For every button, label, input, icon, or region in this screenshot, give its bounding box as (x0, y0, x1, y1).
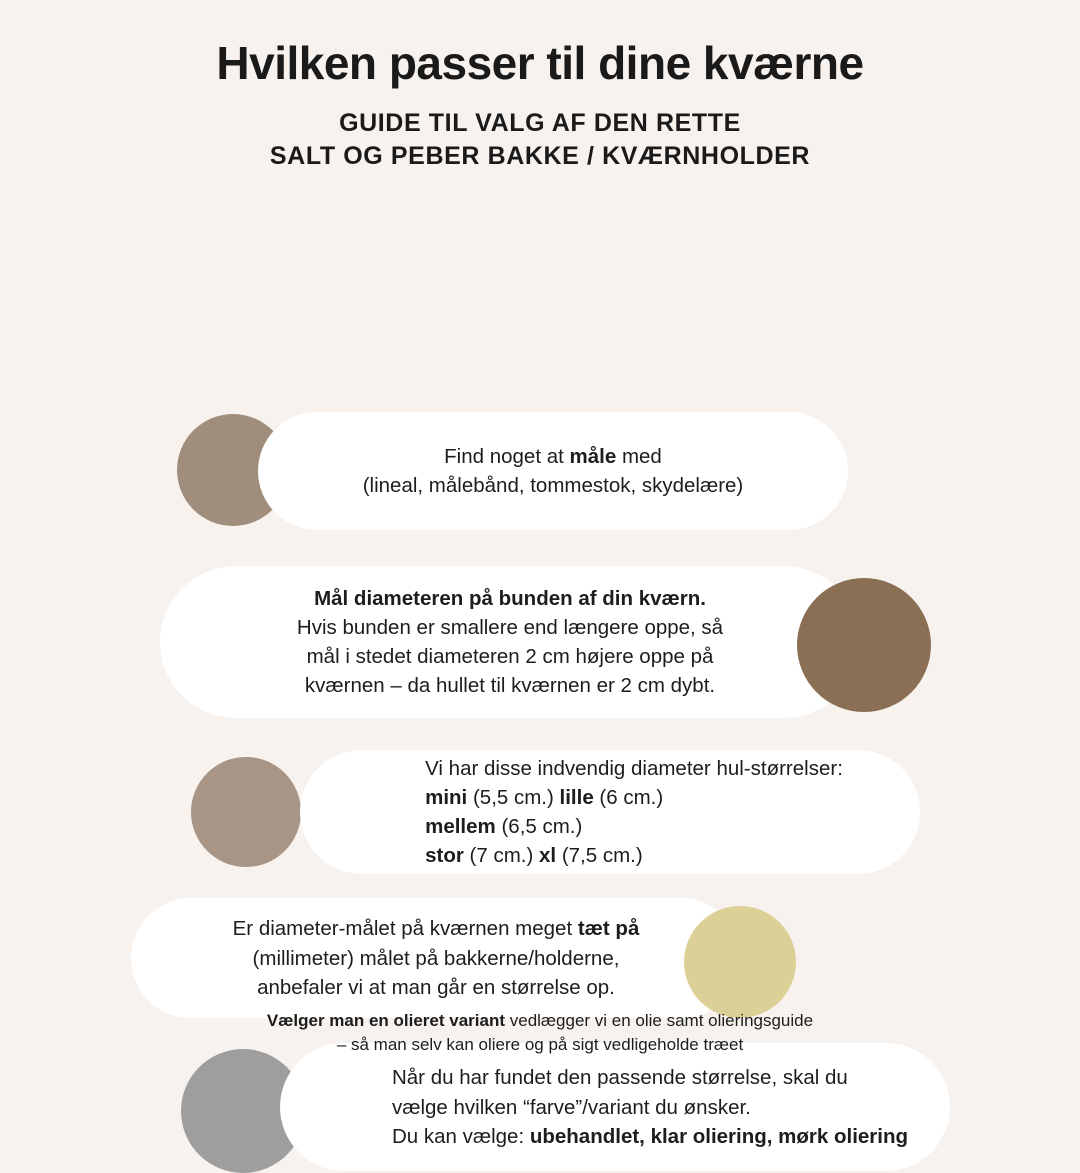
footer-text: Vælger man en olieret variant vedlægger vi en olie samt olieringsguide – så man selv kan oliere og på sigt vedligeholde træet (266, 1010, 814, 1055)
footer-note (0, 1009, 1080, 1058)
subtitle-line-2: SALT OG PEBER BAKKE / KVÆRNHOLDER (269, 142, 811, 171)
step-2-text: Mål diameteren på bunden af din kværn. Hvis bunden er smallere end længere oppe, så mål i stedet diameteren 2 cm højere oppe på kværnen – da hullet til kværnen er 2 cm dybt. (296, 586, 724, 698)
step-1-text: Find noget at måle med (lineal, målebånd, tommestok, skydelære) (362, 444, 744, 498)
step-3-color-dot (191, 757, 301, 867)
step-5-bubble (280, 1043, 950, 1171)
step-2-bubble (160, 566, 860, 718)
page-title: Hvilken passer til dine kværne (216, 37, 864, 89)
step-4-color-dot (684, 906, 796, 1018)
step-2-color-dot (797, 578, 931, 712)
step-4-bubble (131, 898, 741, 1018)
step-3-bubble (300, 750, 920, 874)
subtitle-line-1: GUIDE TIL VALG AF DEN RETTE (339, 108, 741, 137)
step-4-text: Er diameter-målet på kværnen meget tæt på (millimeter) målet på bakkerne/holderne, anbefaler vi at man går en størrelse op. (232, 917, 640, 999)
step-1-bubble (258, 412, 848, 530)
step-3-text: Vi har disse indvendig diameter hul-størrelser: mini (5,5 cm.) lille (6 cm.) mellem (6,5 cm.) stor (7 cm.) xl (7,5 cm.) (425, 756, 843, 868)
page-subtitle (0, 107, 1080, 175)
step-5-text: Når du har fundet den passende størrelse, skal du vælge hvilken “farve”/variant du ønsker. Du kan vælge: ubehandlet, klar oliering, mørk oliering (391, 1066, 909, 1148)
header (0, 0, 1080, 174)
